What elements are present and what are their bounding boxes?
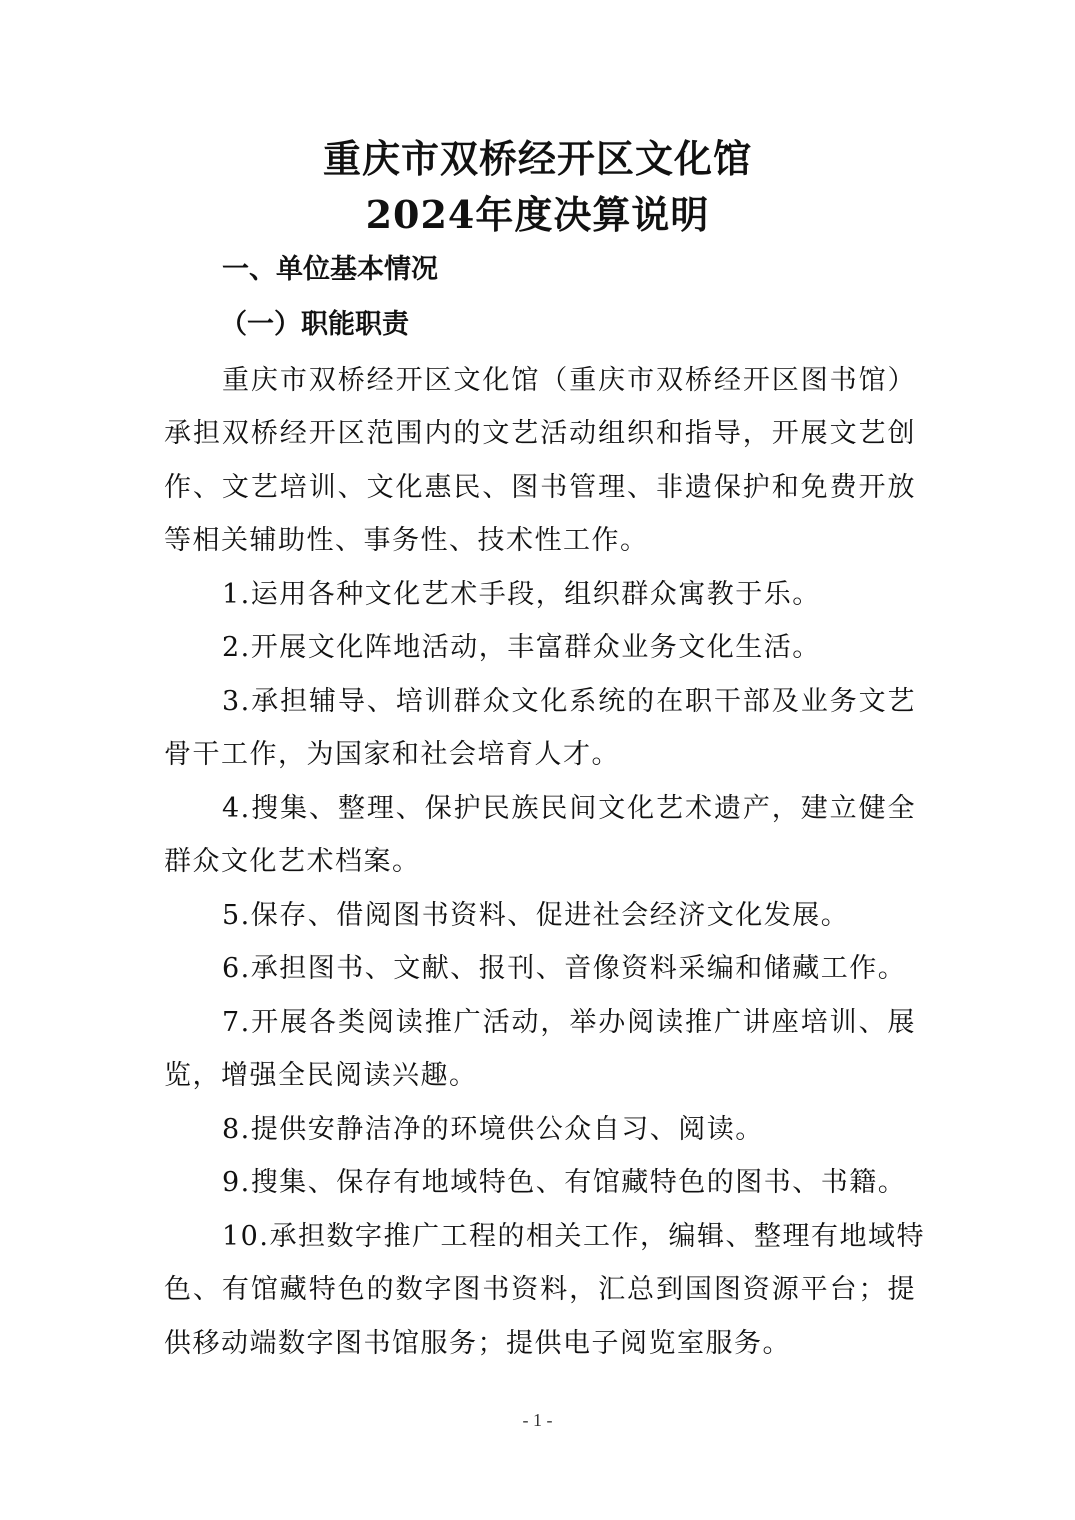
list-item-continuation: 色、有馆藏特色的数字图书资料，汇总到国图资源平台；提 (164, 1274, 916, 1305)
list-item: 10.承担数字推广工程的相关工作，编辑、整理有地域特 (222, 1221, 925, 1252)
document-title-line-1: 重庆市双桥经开区文化馆 (322, 136, 752, 181)
list-item: 2.开展文化阵地活动，丰富群众业务文化生活。 (222, 632, 821, 663)
list-item: 6.承担图书、文献、报刊、音像资料采编和储藏工作。 (222, 953, 907, 984)
list-item: 4.搜集、整理、保护民族民间文化艺术遗产，建立健全 (222, 793, 916, 824)
list-item: 7.开展各类阅读推广活动，举办阅读推广讲座培训、展 (222, 1007, 916, 1038)
intro-line: 重庆市双桥经开区文化馆（重庆市双桥经开区图书馆） (222, 365, 916, 396)
document-title-line-2: 2024年度决算说明 (365, 192, 710, 237)
list-item: 8.提供安静洁净的环境供公众自习、阅读。 (222, 1114, 764, 1145)
list-item: 5.保存、借阅图书资料、促进社会经济文化发展。 (222, 900, 850, 931)
section-heading: 一、单位基本情况 (222, 254, 438, 285)
list-item: 9.搜集、保存有地域特色、有馆藏特色的图书、书籍。 (222, 1167, 907, 1198)
sub-heading: （一）职能职责 (220, 309, 409, 340)
list-item-continuation: 骨干工作，为国家和社会培育人才。 (164, 739, 620, 770)
list-item-continuation: 供移动端数字图书馆服务；提供电子阅览室服务。 (164, 1328, 791, 1359)
page-number: - 1 - (522, 1410, 553, 1430)
intro-line: 等相关辅助性、事务性、技术性工作。 (164, 525, 649, 556)
list-item: 1.运用各种文化艺术手段，组织群众寓教于乐。 (222, 579, 821, 610)
list-item: 3.承担辅导、培训群众文化系统的在职干部及业务文艺 (222, 686, 916, 717)
list-item-continuation: 群众文化艺术档案。 (164, 846, 421, 877)
intro-line: 承担双桥经开区范围内的文艺活动组织和指导，开展文艺创 (164, 418, 916, 449)
intro-line: 作、文艺培训、文化惠民、图书管理、非遗保护和免费开放 (164, 472, 916, 503)
list-item-continuation: 览，增强全民阅读兴趣。 (164, 1060, 478, 1091)
